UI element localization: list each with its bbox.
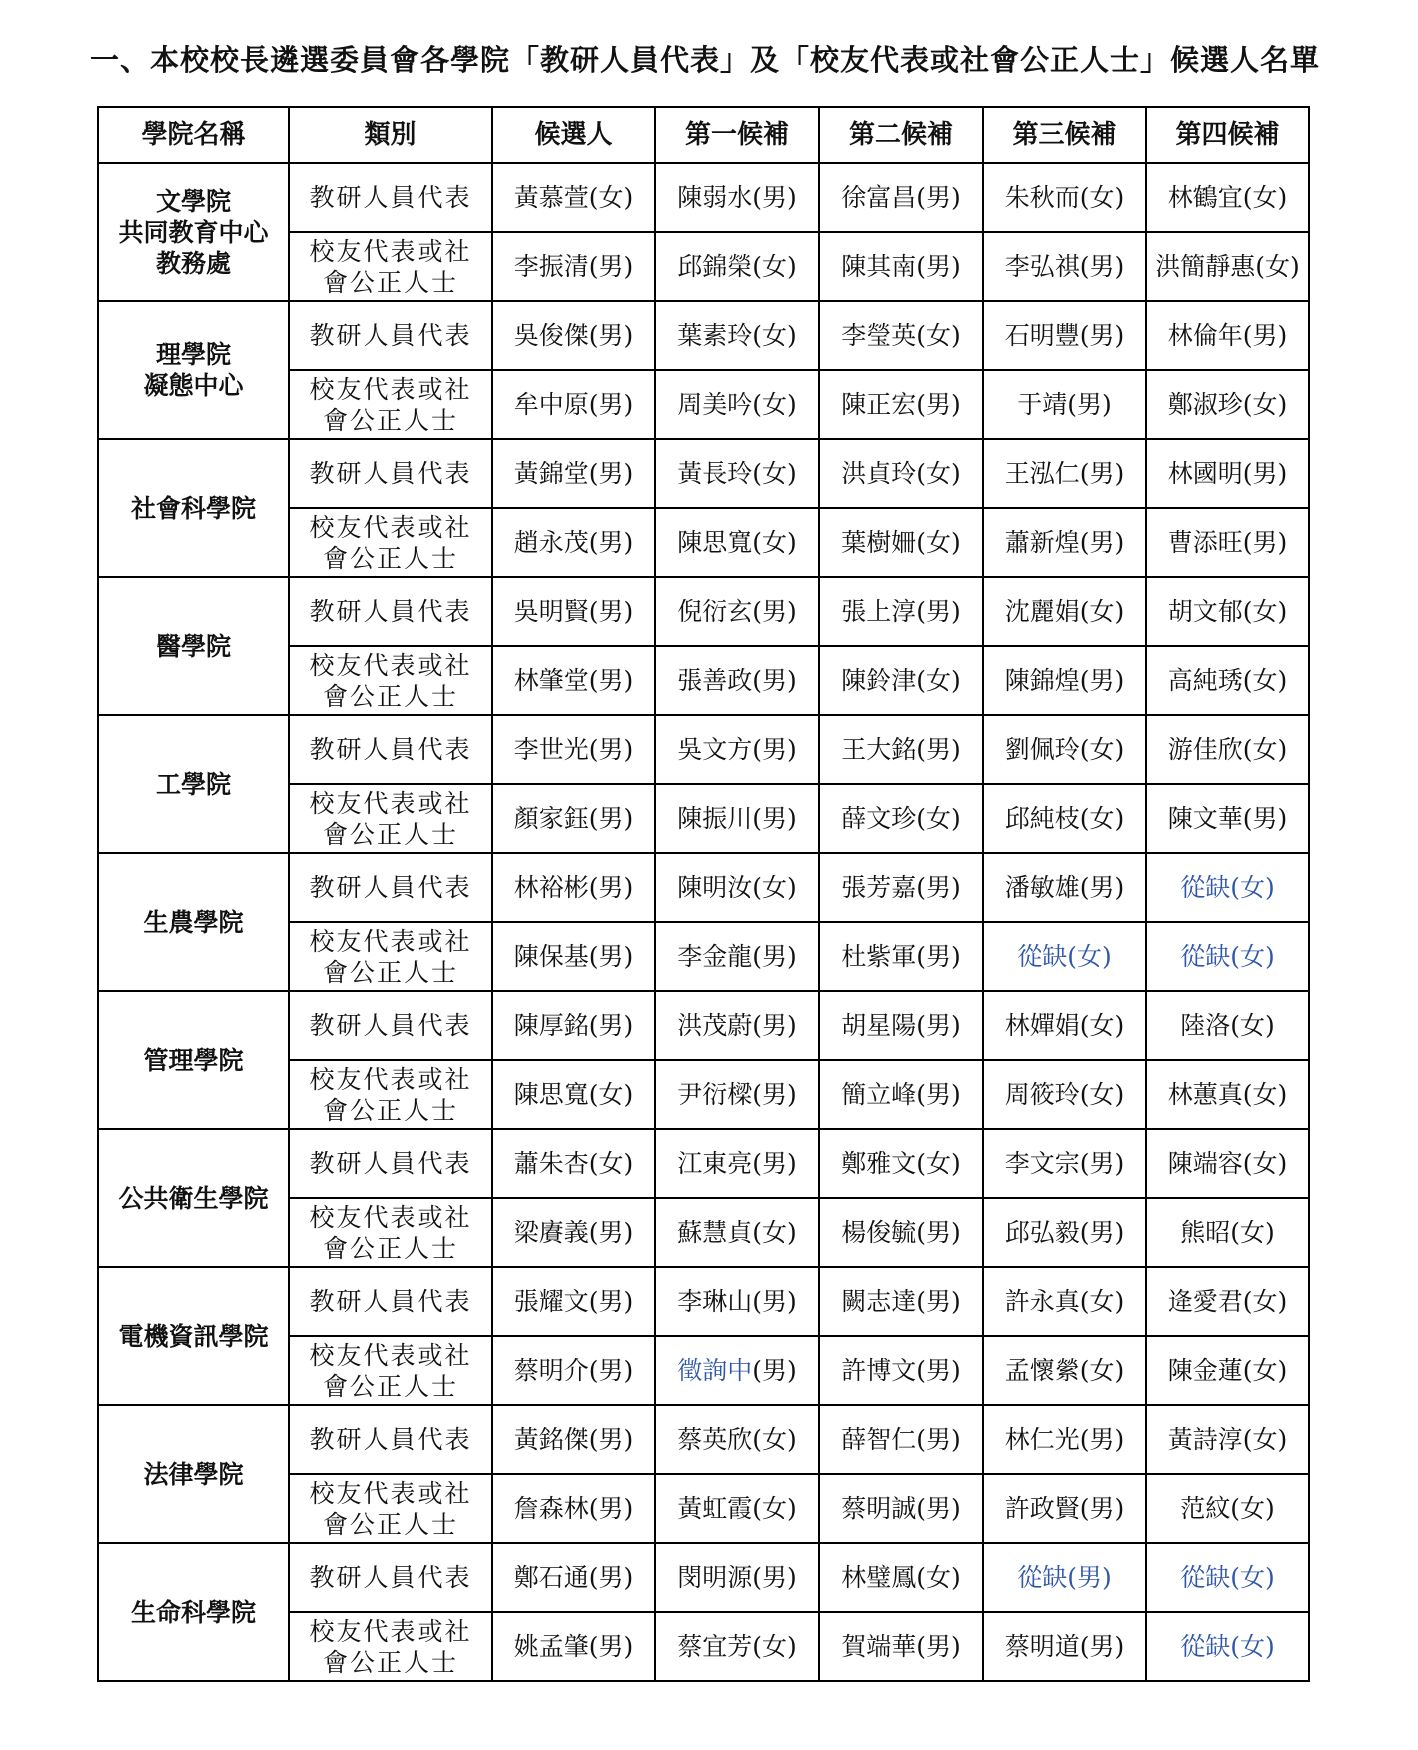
category-faculty-rep: 教研人員代表 [289,439,492,508]
college-name-cell [98,1129,289,1267]
alternate-3-cell: 從缺(女) [983,922,1146,991]
header-category: 類別 [289,107,492,163]
alternate-3-cell: 周筱玲(女) [983,1060,1146,1129]
candidate-cell: 鄭石通(男) [492,1543,655,1612]
alternate-1-cell: 邱錦榮(女) [655,232,819,301]
college-name-line: 管理學院 [143,1045,244,1075]
alternate-1-cell: 黃長玲(女) [655,439,819,508]
alternate-4-cell: 曹添旺(男) [1146,508,1309,577]
candidate-cell: 吳俊傑(男) [492,301,655,370]
college-name-cell [98,715,289,853]
category-faculty-rep: 教研人員代表 [289,1543,492,1612]
college-name-line: 工學院 [155,769,231,799]
category-line: 會公正人士 [322,1095,458,1125]
candidate-cell: 黃錦堂(男) [492,439,655,508]
college-name-cell [98,1543,289,1681]
alternate-2-cell: 李瑩英(女) [819,301,983,370]
candidate-cell: 顏家鈺(男) [492,784,655,853]
college-name-line: 生農學院 [143,907,244,937]
alternate-2-cell: 賀端華(男) [819,1612,983,1681]
category-alumni-rep [289,784,492,853]
college-name-line: 法律學院 [143,1459,244,1489]
alternate-4-cell: 林國明(男) [1146,439,1309,508]
category-line: 校友代表或社 [309,926,472,956]
category-faculty-rep: 教研人員代表 [289,991,492,1060]
college-name-cell [98,1267,289,1405]
category-alumni-rep [289,232,492,301]
alternate-4-cell: 鄭淑珍(女) [1146,370,1309,439]
alternate-4-cell: 陳文華(男) [1146,784,1309,853]
category-alumni-rep [289,646,492,715]
category-line: 校友代表或社 [309,650,472,680]
alternate-1-cell: 尹衍樑(男) [655,1060,819,1129]
category-alumni-rep [289,1060,492,1129]
category-line: 會公正人士 [322,1647,458,1677]
candidate-cell: 陳思寬(女) [492,1060,655,1129]
alternate-4-cell: 林鶴宜(女) [1146,163,1309,232]
header-alternate-3: 第三候補 [983,107,1146,163]
alternate-3-cell: 陳錦煌(男) [983,646,1146,715]
candidate-cell: 梁賡義(男) [492,1198,655,1267]
candidate-cell: 趙永茂(男) [492,508,655,577]
alternate-2-cell: 張芳嘉(男) [819,853,983,922]
category-line: 校友代表或社 [309,374,472,404]
category-line: 校友代表或社 [309,1064,472,1094]
alternate-1-cell: 蔡英欣(女) [655,1405,819,1474]
category-line: 會公正人士 [322,1371,458,1401]
alternate-2-cell: 葉樹姍(女) [819,508,983,577]
alternate-4-cell: 陳金蓮(女) [1146,1336,1309,1405]
table-row [98,991,1309,1060]
alternate-1-cell: 陳振川(男) [655,784,819,853]
roster-body [98,163,1309,1681]
alternate-2-cell: 王大銘(男) [819,715,983,784]
alternate-3-cell: 許永真(女) [983,1267,1146,1336]
candidate-cell: 陳厚銘(男) [492,991,655,1060]
category-faculty-rep: 教研人員代表 [289,715,492,784]
alternate-4-cell: 游佳欣(女) [1146,715,1309,784]
alternate-1-cell: 張善政(男) [655,646,819,715]
candidate-cell: 林裕彬(男) [492,853,655,922]
alternate-4-cell: 高純琇(女) [1146,646,1309,715]
category-line: 會公正人士 [322,1509,458,1539]
alternate-4-cell: 逄愛君(女) [1146,1267,1309,1336]
table-row [98,1129,1309,1198]
alternate-3-cell: 潘敏雄(男) [983,853,1146,922]
college-name-line: 共同教育中心 [118,217,269,247]
pending-status: 徵詢中 [677,1356,753,1385]
alternate-1-cell: 陳明汝(女) [655,853,819,922]
candidate-cell: 吳明賢(男) [492,577,655,646]
category-line: 會公正人士 [322,681,458,711]
college-name-cell [98,1405,289,1543]
college-name-cell [98,991,289,1129]
category-line: 會公正人士 [322,543,458,573]
category-line: 校友代表或社 [309,1616,472,1646]
table-row [98,439,1309,508]
alternate-1-cell: 洪茂蔚(男) [655,991,819,1060]
table-row [98,715,1309,784]
alternate-3-cell: 石明豐(男) [983,301,1146,370]
category-line: 會公正人士 [322,1233,458,1263]
college-name-line: 理學院 [155,340,231,369]
alternate-3-cell: 從缺(男) [983,1543,1146,1612]
table-row [98,1405,1309,1474]
category-line: 會公正人士 [322,957,458,987]
alternate-4-cell: 范紋(女) [1146,1474,1309,1543]
category-line: 校友代表或社 [309,1202,472,1232]
document-title: 一、本校校長遴選委員會各學院「教研人員代表」及「校友代表或社會公正人士」候選人名單 [90,43,1321,77]
alternate-2-cell: 陳正宏(男) [819,370,983,439]
alternate-2-cell: 杜紫軍(男) [819,922,983,991]
header-row [98,107,1309,163]
alternate-3-cell: 于靖(男) [983,370,1146,439]
alternate-3-cell: 林仁光(男) [983,1405,1146,1474]
alternate-2-cell: 張上淳(男) [819,577,983,646]
candidate-cell: 林肇堂(男) [492,646,655,715]
alternate-4-cell: 陸洛(女) [1146,991,1309,1060]
table-row [98,1543,1309,1612]
category-alumni-rep [289,1612,492,1681]
alternate-4-cell: 從缺(女) [1146,1543,1309,1612]
candidate-cell: 黃銘傑(男) [492,1405,655,1474]
alternate-3-cell: 孟懷縈(女) [983,1336,1146,1405]
alternate-1-cell: 倪衍玄(男) [655,577,819,646]
candidate-cell: 牟中原(男) [492,370,655,439]
category-faculty-rep: 教研人員代表 [289,577,492,646]
category-alumni-rep [289,1198,492,1267]
alternate-2-cell: 簡立峰(男) [819,1060,983,1129]
alternate-1-cell: 徵詢中(男) [655,1336,819,1405]
table-row [98,853,1309,922]
candidate-cell: 李世光(男) [492,715,655,784]
category-line: 會公正人士 [322,267,458,297]
alternate-3-cell: 許政賢(男) [983,1474,1146,1543]
alternate-3-cell: 蔡明道(男) [983,1612,1146,1681]
alternate-3-cell: 沈麗娟(女) [983,577,1146,646]
alternate-2-cell: 林璧鳳(女) [819,1543,983,1612]
candidate-cell: 蕭朱杏(女) [492,1129,655,1198]
category-faculty-rep: 教研人員代表 [289,1267,492,1336]
college-name-line: 社會科學院 [130,493,256,523]
alternate-1-cell: 江東亮(男) [655,1129,819,1198]
alternate-4-cell: 從缺(女) [1146,853,1309,922]
alternate-2-cell: 胡星陽(男) [819,991,983,1060]
candidate-cell: 黃慕萱(女) [492,163,655,232]
college-name-cell [98,439,289,577]
college-name-cell [98,301,289,439]
alternate-3-cell: 邱弘毅(男) [983,1198,1146,1267]
alternate-4-cell: 陳端容(女) [1146,1129,1309,1198]
alternate-1-cell: 蘇慧貞(女) [655,1198,819,1267]
category-faculty-rep: 教研人員代表 [289,163,492,232]
category-line: 校友代表或社 [309,236,472,266]
alternate-1-cell: 黃虹霞(女) [655,1474,819,1543]
category-alumni-rep [289,1336,492,1405]
alternate-2-cell: 楊俊毓(男) [819,1198,983,1267]
candidate-cell: 陳保基(男) [492,922,655,991]
alternate-1-cell: 周美吟(女) [655,370,819,439]
alternate-2-cell: 徐富昌(男) [819,163,983,232]
candidate-cell: 詹森林(男) [492,1474,655,1543]
header-alternate-4: 第四候補 [1146,107,1309,163]
alternate-3-cell: 蕭新煌(男) [983,508,1146,577]
alternate-2-cell: 洪貞玲(女) [819,439,983,508]
category-faculty-rep: 教研人員代表 [289,853,492,922]
alternate-2-cell: 許博文(男) [819,1336,983,1405]
category-faculty-rep: 教研人員代表 [289,1129,492,1198]
alternate-3-cell: 朱秋而(女) [983,163,1146,232]
alternate-2-cell: 薛文珍(女) [819,784,983,853]
header-alternate-2: 第二候補 [819,107,983,163]
alternate-4-cell: 胡文郁(女) [1146,577,1309,646]
table-row [98,163,1309,232]
category-alumni-rep [289,922,492,991]
category-line: 校友代表或社 [309,788,472,818]
alternate-4-cell: 從缺(女) [1146,1612,1309,1681]
category-alumni-rep [289,1474,492,1543]
alternate-3-cell: 李文宗(男) [983,1129,1146,1198]
table-row [98,577,1309,646]
alternate-2-cell: 闕志達(男) [819,1267,983,1336]
candidate-roster-table [97,106,1310,1682]
table-row [98,1267,1309,1336]
category-line: 校友代表或社 [309,1478,472,1508]
candidate-cell: 姚孟肇(男) [492,1612,655,1681]
alternate-2-cell: 蔡明誠(男) [819,1474,983,1543]
alternate-1-cell: 吳文方(男) [655,715,819,784]
alternate-4-cell: 熊昭(女) [1146,1198,1309,1267]
college-name-cell [98,577,289,715]
alternate-4-cell: 從缺(女) [1146,922,1309,991]
alternate-3-cell: 劉佩玲(女) [983,715,1146,784]
college-name-line: 公共衛生學院 [118,1183,269,1213]
candidate-cell: 張耀文(男) [492,1267,655,1336]
alternate-2-cell: 鄭雅文(女) [819,1129,983,1198]
alternate-2-cell: 薛智仁(男) [819,1405,983,1474]
alternate-1-cell: 陳思寬(女) [655,508,819,577]
table-row [98,301,1309,370]
alternate-3-cell: 林嬋娟(女) [983,991,1146,1060]
category-faculty-rep: 教研人員代表 [289,301,492,370]
category-line: 會公正人士 [322,405,458,435]
college-name-line: 文學院 [155,186,231,216]
category-alumni-rep [289,508,492,577]
college-name-line: 教務處 [155,248,231,278]
alternate-4-cell: 林倫年(男) [1146,301,1309,370]
alternate-1-cell: 葉素玲(女) [655,301,819,370]
college-name-cell [98,163,289,301]
college-name-cell [98,853,289,991]
alternate-3-cell: 李弘祺(男) [983,232,1146,301]
alternate-3-cell: 王泓仁(男) [983,439,1146,508]
header-candidate: 候選人 [492,107,655,163]
header-college: 學院名稱 [98,107,289,163]
category-faculty-rep: 教研人員代表 [289,1405,492,1474]
college-name-line: 電機資訊學院 [118,1321,269,1351]
category-line: 校友代表或社 [309,512,472,542]
alternate-1-cell: 閔明源(男) [655,1543,819,1612]
college-name-line: 凝態中心 [143,371,244,400]
candidate-cell: 李振清(男) [492,232,655,301]
alternate-2-cell: 陳其南(男) [819,232,983,301]
alternate-1-cell: 蔡宜芳(女) [655,1612,819,1681]
category-alumni-rep [289,370,492,439]
alternate-1-cell: 陳弱水(男) [655,163,819,232]
alternate-4-cell: 黃詩淳(女) [1146,1405,1309,1474]
alternate-2-cell: 陳鈴津(女) [819,646,983,715]
category-line: 會公正人士 [322,819,458,849]
category-line: 校友代表或社 [309,1340,472,1370]
candidate-cell: 蔡明介(男) [492,1336,655,1405]
college-name-line: 生命科學院 [130,1597,256,1627]
alternate-1-cell: 李金龍(男) [655,922,819,991]
alternate-4-cell: 林蕙真(女) [1146,1060,1309,1129]
header-alternate-1: 第一候補 [655,107,819,163]
alternate-1-cell: 李琳山(男) [655,1267,819,1336]
college-name-line: 醫學院 [155,631,231,661]
alternate-4-cell: 洪簡靜惠(女) [1146,232,1309,301]
alternate-3-cell: 邱純枝(女) [983,784,1146,853]
